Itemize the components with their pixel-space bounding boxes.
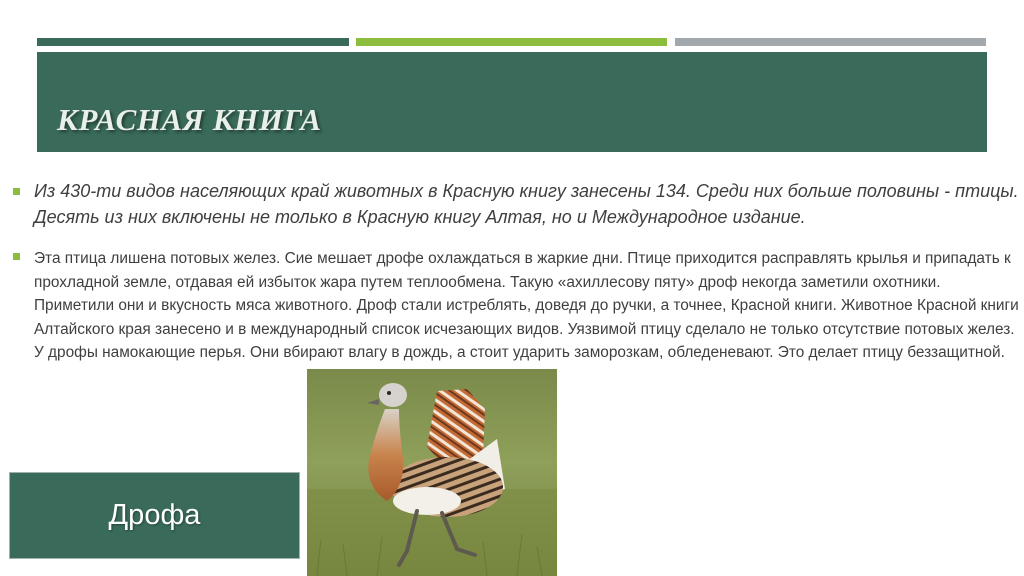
- caption-box: [9, 472, 300, 559]
- bullet-square-icon: [13, 188, 20, 195]
- caption-label: Дрофа: [108, 499, 201, 531]
- accent-bar-gray: [675, 38, 986, 46]
- accent-bar-light-green: [356, 38, 667, 46]
- paragraph-details: Эта птица лишена потовых желез. Сие мешает дрофе охлаждаться в жаркие дни. Птице приходится расправлять крылья и припадать к прохладной земле, отдавая ей избыток жара путем теплообмена. Такую «ахиллесову пяту» дроф некогда заметили охотники. Приметили они и вкусность мяса животного. Дроф стали истреблять, доведя до ручки, а точнее, Красной книги. Животное Красной книги Алтайского края занесено и в международный список исчезающих видов. Уязвимой птицу сделало не только отсутствие потовых желез. У дрофы намокающие перья. Они вбирают влагу в дождь, а стоит ударить заморозкам, обледеневают. Это делает птицу беззащитной.: [34, 250, 1019, 361]
- paragraph-intro: Из 430-ти видов населяющих край животных в Красную книгу занесены 134. Среди них больше половины - птицы. Десять из них включены не только в Красную книгу Алтая, но и Международное издание.: [34, 181, 1019, 227]
- great-bustard-photo: [307, 369, 557, 576]
- title-band: [37, 52, 987, 152]
- slide-title: КРАСНАЯ КНИГА: [57, 102, 322, 137]
- bullet-square-icon: [13, 253, 20, 260]
- accent-bar-dark-green: [37, 38, 349, 46]
